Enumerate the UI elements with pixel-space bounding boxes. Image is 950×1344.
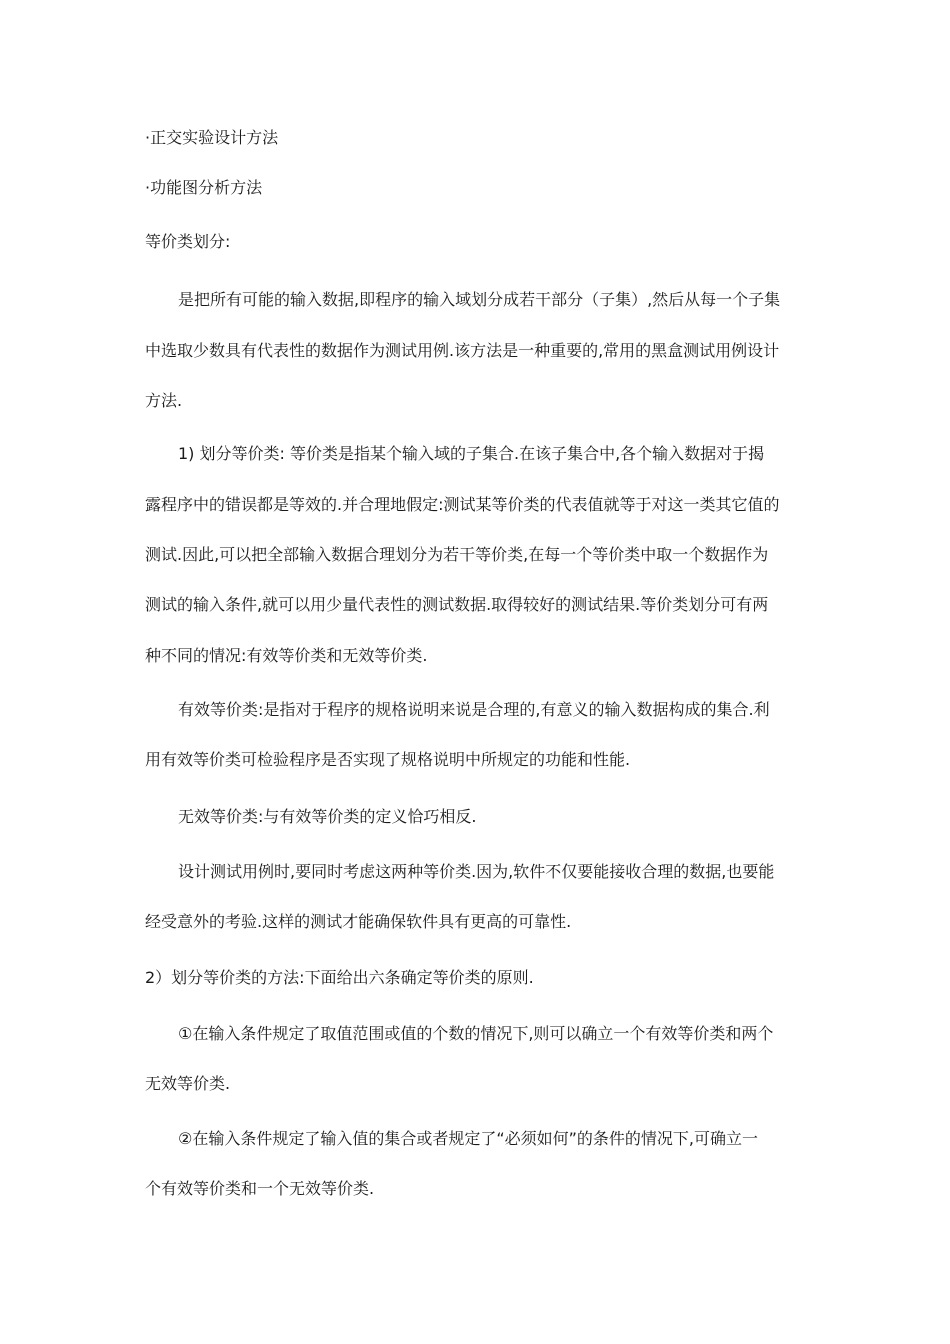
- paragraph-line: 经受意外的考验.这样的测试才能确保软件具有更高的可靠性.: [145, 912, 572, 931]
- paragraph-line: 方法.: [145, 391, 183, 410]
- paragraph-line: 种不同的情况:有效等价类和无效等价类.: [145, 646, 428, 665]
- section-heading-equivalence-partition: 等价类划分:: [145, 232, 231, 251]
- paragraph-line: ①在输入条件规定了取值范围或值的个数的情况下,则可以确立一个有效等价类和两个: [178, 1024, 774, 1043]
- paragraph-line: ②在输入条件规定了输入值的集合或者规定了“必须如何”的条件的情况下,可确立一: [178, 1129, 759, 1148]
- paragraph-line: 有效等价类:是指对于程序的规格说明来说是合理的,有意义的输入数据构成的集合.利: [178, 700, 770, 719]
- paragraph-line: 设计测试用例时,要同时考虑这两种等价类.因为,软件不仅要能接收合理的数据,也要能: [178, 862, 775, 881]
- paragraph-line: 中选取少数具有代表性的数据作为测试用例.该方法是一种重要的,常用的黑盒测试用例设计: [145, 341, 780, 360]
- paragraph-line: 测试的输入条件,就可以用少量代表性的测试数据.取得较好的测试结果.等价类划分可有两: [145, 595, 769, 614]
- paragraph-line: 无效等价类.: [145, 1074, 231, 1093]
- bullet-orthogonal-design: ·正交实验设计方法: [145, 128, 279, 147]
- paragraph-line: 是把所有可能的输入数据,即程序的输入域划分成若干部分（子集）,然后从每一个子集: [178, 290, 781, 309]
- paragraph-line: 测试.因此,可以把全部输入数据合理划分为若干等价类,在每一个等价类中取一个数据作为: [145, 545, 769, 564]
- paragraph-line: 个有效等价类和一个无效等价类.: [145, 1179, 375, 1198]
- bullet-function-diagram: ·功能图分析方法: [145, 178, 263, 197]
- paragraph-line: 无效等价类:与有效等价类的定义恰巧相反.: [178, 807, 477, 826]
- paragraph-line: 1) 划分等价类: 等价类是指某个输入域的子集合.在该子集合中,各个输入数据对于揭: [178, 444, 765, 463]
- paragraph-line: 用有效等价类可检验程序是否实现了规格说明中所规定的功能和性能.: [145, 750, 631, 769]
- section-heading-partition-method: 2）划分等价类的方法:下面给出六条确定等价类的原则.: [145, 968, 534, 987]
- paragraph-line: 露程序中的错误都是等效的.并合理地假定:测试某等价类的代表值就等于对这一类其它值的: [145, 495, 780, 514]
